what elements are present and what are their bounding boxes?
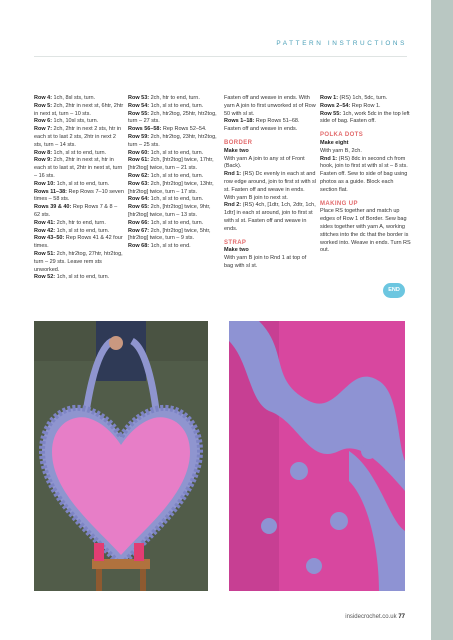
bag-closeup-illustration [229, 321, 405, 591]
header-rule [34, 56, 407, 57]
section-title-making-up: MAKING UP [320, 200, 358, 207]
pattern-row: Rows 56–58: Rep Rows 52–54. [128, 126, 207, 133]
column-2 [128, 95, 218, 251]
text-block: Row 55: 1ch, work 5dc in the top left side of bag. Fasten off. [320, 110, 410, 125]
pattern-row: Row 67: 2ch, [htr2tog] twice, 5htr, [htr2tog] twice, turn – 9 sts. [128, 227, 211, 242]
page-header: PATTERN INSTRUCTIONS [276, 40, 407, 47]
pattern-row: Row 6: 1ch, 10sl sts, turn. [34, 118, 99, 125]
page-footer [345, 614, 405, 620]
section-subtitle: Make two [224, 147, 249, 154]
pattern-row: Row 43–50: Rep Rows 41 & 42 four times. [34, 235, 123, 250]
pattern-row: Row 63: 2ch, [htr2tog] twice, 13htr, [htr2tog] twice, turn – 17 sts. [128, 180, 214, 195]
pattern-row: Row 41: 2ch, htr to end, turn. [34, 219, 106, 226]
pattern-row: Row 55: 2ch, htr2tog, 25htr, htr2tog, turn – 27 sts. [128, 110, 217, 125]
pattern-row: Row 62: 1ch, sl st to end, turn. [128, 172, 204, 179]
text-block: Rnd 2: (RS) 4ch, [1dtr, 1ch, 2dtr, 1ch, 1dtr] in each st around, join to first st with sl st. Fasten off and weave in ends. [224, 202, 316, 232]
text-block: With yarn B join to Rnd 1 at top of bag with sl st. [224, 255, 307, 269]
text-block: Rnd 1: (RS) 8dc in second ch from hook, join to first st with sl st – 8 sts. Fasten off. Sew to side of bag using photos as a guide. Block each section flat. [320, 155, 408, 193]
pattern-row: Row 61: 2ch, [htr2tog] twice, 17htr, [htr2tog] twice, turn – 21 sts. [128, 157, 214, 172]
pattern-row: Row 64: 1ch, sl st to end, turn. [128, 196, 204, 203]
text-block: Row 1: (RS) 1ch, 5dc, turn. [320, 95, 388, 101]
text-block: Place RS together and match up edges of Row 1 of Border. Sew bag sides together with yarn A, working stitches into the dc that the border is worked into. Weave in ends. Turn RS out. [320, 208, 411, 254]
pattern-row: Row 68: 1ch, sl st to end. [128, 243, 191, 250]
photo-bag-closeup [229, 321, 405, 591]
pattern-row: Row 59: 2ch, htr2tog, 23htr, htr2tog, turn – 25 sts. [128, 133, 217, 148]
photo-heart-bag [34, 321, 208, 591]
section-subtitle: Make eight [320, 139, 349, 146]
page-edge-strip [431, 0, 453, 640]
pattern-row: Row 54: 1ch, sl st to end, turn. [128, 102, 204, 109]
pattern-row: Rows 11–38: Rep Rows 7–10 seven times – 58 sts. [34, 188, 124, 203]
pattern-row: Row 66: 1ch, sl st to end, turn. [128, 219, 204, 226]
pattern-row: Row 10: 1ch, sl st to end, turn. [34, 180, 110, 187]
pattern-row: Row 53: 2ch, htr to end, turn. [128, 95, 200, 101]
pattern-row: Row 5: 2ch, 2htr in next st, 6htr, 2htr in next st, turn – 10 sts. [34, 102, 124, 117]
pattern-row: Row 9: 2ch, 2htr in next st, htr in each st to last st, 2htr in next st, turn – 16 sts. [34, 157, 123, 179]
text-block: With yarn A join to any st of Front (Back). [224, 155, 305, 170]
text-block: Rows 1–18: Rep Rows 51–68. Fasten off and weave in ends. [224, 118, 300, 133]
section-title-polka-dots: POLKA DOTS [320, 132, 364, 139]
column-4 [320, 95, 412, 255]
pattern-row: Row 4: 1ch, 8sl sts, turn. [34, 95, 96, 101]
end-badge: END [383, 283, 405, 298]
pattern-row: Rows 39 & 40: Rep Rows 7 & 8 – 62 sts. [34, 204, 118, 218]
pattern-row: Row 52: 1ch, sl st to end, turn. [34, 274, 110, 281]
pattern-row: Row 51: 2ch, htr2tog, 27htr, htr2tog, turn – 29 sts. Leave rem sts unworked. [34, 250, 123, 273]
pattern-row: Row 8: 1ch, sl st to end, turn. [34, 149, 107, 156]
pattern-row: Row 42: 1ch, sl st to end, turn. [34, 227, 110, 234]
pattern-row: Row 7: 2ch, 2htr in next 2 sts, htr in each st to last 2 sts, 2htr in next 2 sts, turn – 14 sts. [34, 126, 122, 148]
text-block: Rnd 1: (RS) Dc evenly in each st and row edge around, join to first st with sl st. Fasten off and weave in ends. With yarn B join to next st. [224, 171, 317, 201]
column-3 [224, 95, 316, 271]
pattern-row: Row 60: 1ch, sl st to end, turn. [128, 149, 204, 156]
text-block: Rows 2–54: Rep Row 1. [320, 102, 381, 109]
footer-site: insidecrochet.co.uk [345, 614, 397, 620]
section-subtitle: Make two [224, 247, 249, 254]
section-title-border: BORDER [224, 139, 253, 146]
section-title-strap: STRAP [224, 239, 247, 246]
text-block: Fasten off and weave in ends. With yarn A join to first unworked st of Row 50 with sl st. [224, 95, 316, 117]
heart-bag-illustration [34, 321, 208, 591]
page-number: 77 [398, 614, 405, 620]
column-1 [34, 95, 124, 282]
pattern-row: Row 65: 2ch, [htr2tog] twice, 9htr, [htr2tog] twice, turn – 13 sts. [128, 204, 211, 218]
text-block: With yarn B, 2ch. [320, 147, 362, 154]
